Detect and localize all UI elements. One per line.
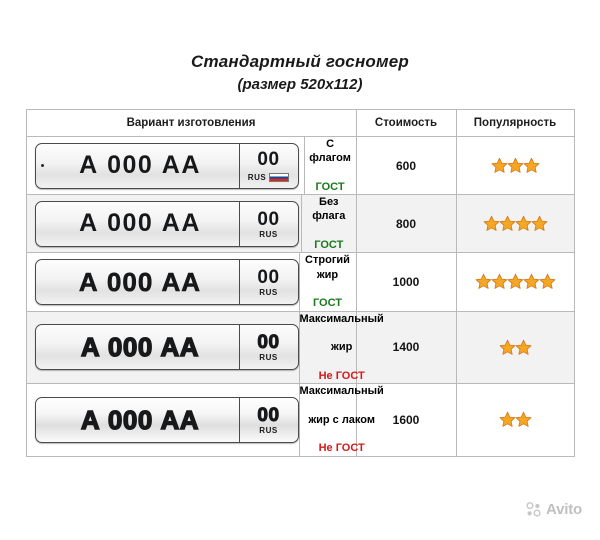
plate-region-code: 00 [257, 208, 280, 230]
plate-region-code: 00 [257, 149, 280, 171]
plate-main-section [36, 398, 239, 442]
table-row [26, 311, 574, 383]
license-plate [35, 397, 299, 443]
description-line-1: С флагом [309, 138, 351, 165]
cell-price: 1400 [356, 311, 456, 383]
plate-rus-label: RUS [259, 229, 278, 239]
standard-label: Не ГОСТ [318, 442, 365, 455]
star-icon [515, 339, 532, 356]
table-row [26, 253, 574, 311]
plate-region-code: 00 [257, 266, 280, 288]
cell-popularity [456, 195, 574, 253]
price-table [26, 109, 575, 457]
license-plate [35, 143, 299, 189]
plate-rus-label: RUS [247, 172, 267, 182]
header-price: Стоимость [356, 110, 456, 137]
description-line-1: Строгий жир [305, 254, 350, 281]
plate-rus-label: RUS [259, 425, 278, 435]
cell-popularity [456, 137, 574, 195]
cell-popularity [456, 253, 574, 311]
cell-popularity [456, 311, 574, 383]
license-plate [35, 259, 299, 305]
star-icon [523, 157, 540, 174]
license-plate [35, 201, 299, 247]
watermark-text: Avito [546, 501, 582, 518]
description-wrapper [301, 195, 355, 252]
plate-region-section [239, 144, 298, 188]
plate-region-code: 00 [257, 404, 280, 426]
russian-flag-icon [269, 173, 289, 182]
standard-label: ГОСТ [314, 239, 344, 252]
license-plate [35, 324, 299, 370]
plate-wrapper [27, 384, 299, 455]
description-line-1b: жир [331, 341, 353, 354]
description-wrapper [299, 384, 384, 455]
plate-main-section [36, 260, 239, 304]
description-line-1: Максимальный [299, 385, 384, 398]
description-wrapper [299, 253, 356, 310]
plate-main-section [36, 325, 239, 369]
description-line-1: Максимальный [299, 312, 384, 325]
star-icon [515, 215, 532, 232]
cell-price: 800 [356, 195, 456, 253]
cell-price: 600 [356, 137, 456, 195]
plate-rus-label: RUS [259, 353, 278, 363]
standard-label: ГОСТ [315, 180, 345, 193]
plate-dot [41, 164, 44, 167]
star-icon [499, 411, 516, 428]
plate-main-section [36, 202, 239, 246]
description-wrapper [304, 137, 356, 194]
star-icon [491, 273, 508, 290]
cell-variant [26, 195, 356, 253]
star-icon [475, 273, 492, 290]
title-sub: (размер 520x112) [237, 76, 363, 93]
star-icon [483, 215, 500, 232]
cell-popularity [456, 384, 574, 456]
table-header [26, 110, 574, 137]
watermark [525, 501, 582, 518]
table-body [26, 137, 574, 457]
standard-label: ГОСТ [312, 297, 343, 310]
cell-price: 1000 [356, 253, 456, 311]
star-icon [507, 273, 524, 290]
cell-variant [26, 311, 384, 383]
star-icon [515, 411, 532, 428]
plate-wrapper [27, 137, 304, 194]
title-main: Стандартный госномер [190, 52, 410, 71]
description-line-1: Без флага [312, 196, 346, 223]
plate-region-section [239, 398, 298, 442]
standard-label: Не ГОСТ [318, 369, 365, 382]
plate-rus-flag-row [248, 171, 289, 182]
star-icon [523, 273, 540, 290]
cell-variant [26, 137, 356, 195]
star-icon [491, 157, 508, 174]
cell-variant [26, 384, 384, 456]
star-icon [507, 157, 524, 174]
plate-region-section [239, 202, 298, 246]
star-icon [499, 339, 516, 356]
plate-region-code: 00 [257, 332, 280, 354]
plate-region-section [239, 260, 298, 304]
plate-number-text: А 000 АА [78, 266, 202, 297]
plate-main-section [36, 144, 239, 188]
plate-number-text: А 000 АА [79, 151, 201, 180]
table-row [26, 384, 574, 456]
plate-region-section [239, 325, 298, 369]
star-icon [499, 215, 516, 232]
plate-wrapper [27, 253, 299, 310]
page-title [0, 0, 600, 93]
star-icon [539, 273, 556, 290]
header-variant: Вариант изготовления [26, 110, 356, 137]
header-popularity: Популярность [456, 110, 574, 137]
plate-wrapper [27, 312, 299, 383]
plate-number-text: А 000 АА [80, 332, 200, 363]
description-line-1b: жир с лаком [308, 413, 375, 426]
plate-rus-label: RUS [259, 287, 278, 297]
plate-wrapper [27, 195, 302, 252]
plate-number-text: А 000 АА [80, 404, 200, 435]
description-wrapper [299, 312, 384, 383]
table-row [26, 195, 574, 253]
table-row [26, 137, 574, 195]
cell-variant [26, 253, 356, 311]
avito-logo-icon [525, 501, 542, 518]
cell-price: 1600 [356, 384, 456, 456]
star-icon [531, 215, 548, 232]
plate-number-text: А 000 АА [79, 209, 201, 238]
